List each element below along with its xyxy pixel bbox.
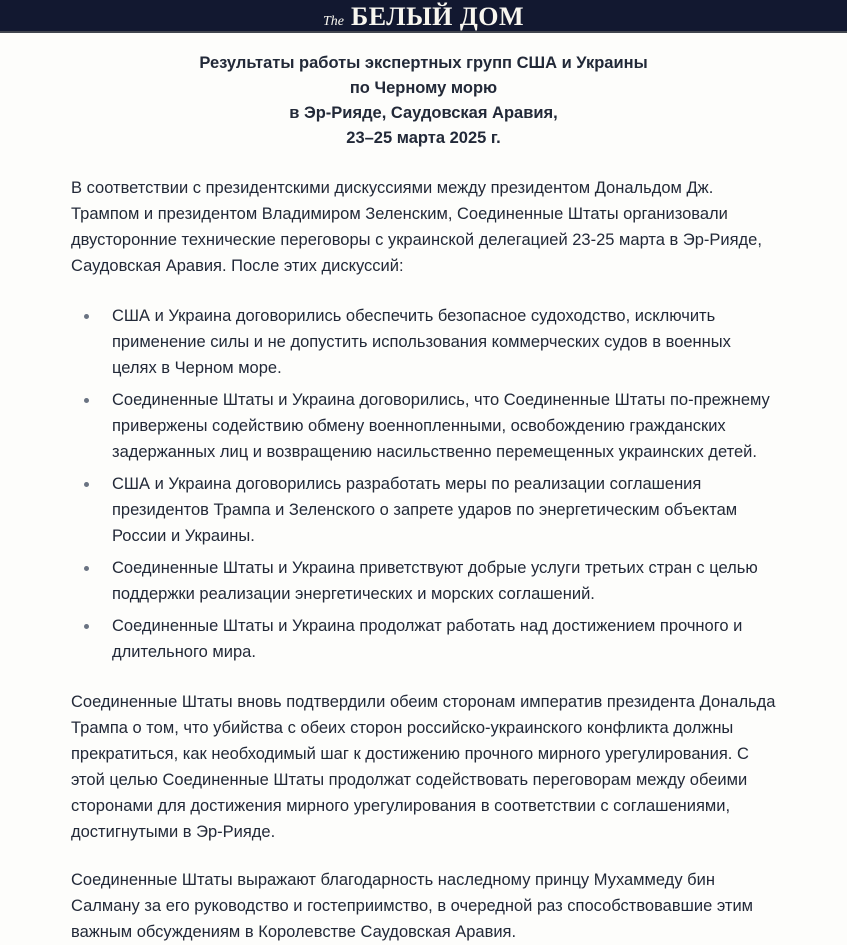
logo-wordmark: БЕЛЫЙ ДОМ (351, 1, 524, 31)
masthead (0, 0, 847, 33)
bullet-item (71, 613, 776, 665)
bullet-dot-icon (84, 314, 89, 319)
bullet-dot-icon (84, 482, 89, 487)
intro-paragraph: В соответствии с президентскими дискуссиями между президентом Дональдом Дж. Трампом и президентом Владимиром Зеленским, Соединенные Штаты организовали двусторонние технические переговоры с украинской делегацией 23-25 марта в Эр-Рияде, Саудовская Аравия. После этих дискуссий: (71, 179, 762, 275)
title-line: 23–25 марта 2025 г. (346, 129, 501, 147)
bullet-text: США и Украина договорились обеспечить безопасное судоходство, исключить применение силы и не допустить использования коммерческих судов в военных целях в Черном море. (112, 307, 731, 377)
document-title (71, 51, 776, 151)
bullet-dot-icon (84, 566, 89, 571)
bullet-text: Соединенные Штаты и Украина приветствуют добрые услуги третьих стран с целью поддержки реализации энергетических и морских соглашений. (112, 559, 758, 603)
bullet-list (71, 303, 776, 665)
bullet-item (71, 387, 776, 465)
whitehouse-logo-link[interactable] (323, 2, 524, 32)
bullet-text: Соединенные Штаты и Украина продолжат работать над достижением прочного и длительного мира. (112, 617, 743, 661)
body-paragraph: Соединенные Штаты вновь подтвердили обеим сторонам императив президента Дональда Трампа о том, что убийства с обеих сторон российско-украинского конфликта должны прекратиться, как необходимый шаг к достижению прочного мирного урегулирования. С этой целью Соединенные Штаты продолжат содействовать переговорам между обеими сторонами для достижения мирного урегулирования в соответствии с соглашениями, достигнутыми в Эр-Рияде. (71, 693, 776, 841)
bullet-item (71, 471, 776, 549)
bullet-text: США и Украина договорились разработать меры по реализации соглашения президентов Трампа и Зеленского о запрете ударов по энергетическим объектам России и Украины. (112, 475, 738, 545)
logo-the: The (323, 13, 345, 29)
bullet-dot-icon (84, 398, 89, 403)
bullet-text: Соединенные Штаты и Украина договорились, что Соединенные Штаты по-прежнему привержены содействию обмену военнопленными, освобождению гражданских задержанных лиц и возвращению насильственно перемещенных украинских детей. (112, 391, 770, 461)
bullet-item (71, 303, 776, 381)
title-line: Результаты работы экспертных групп США и Украины (199, 54, 648, 72)
body-paragraph: Соединенные Штаты выражают благодарность наследному принцу Мухаммеду бин Салману за его руководство и гостеприимство, в очередной раз способствовавшие этим важным обсуждениям в Королевстве Саудовская Аравия. (71, 871, 754, 941)
title-line: в Эр-Рияде, Саудовская Аравия, (289, 104, 558, 122)
bullet-item (71, 555, 776, 607)
bullet-dot-icon (84, 624, 89, 629)
title-line: по Черному морю (349, 79, 498, 97)
document-body (0, 33, 847, 945)
